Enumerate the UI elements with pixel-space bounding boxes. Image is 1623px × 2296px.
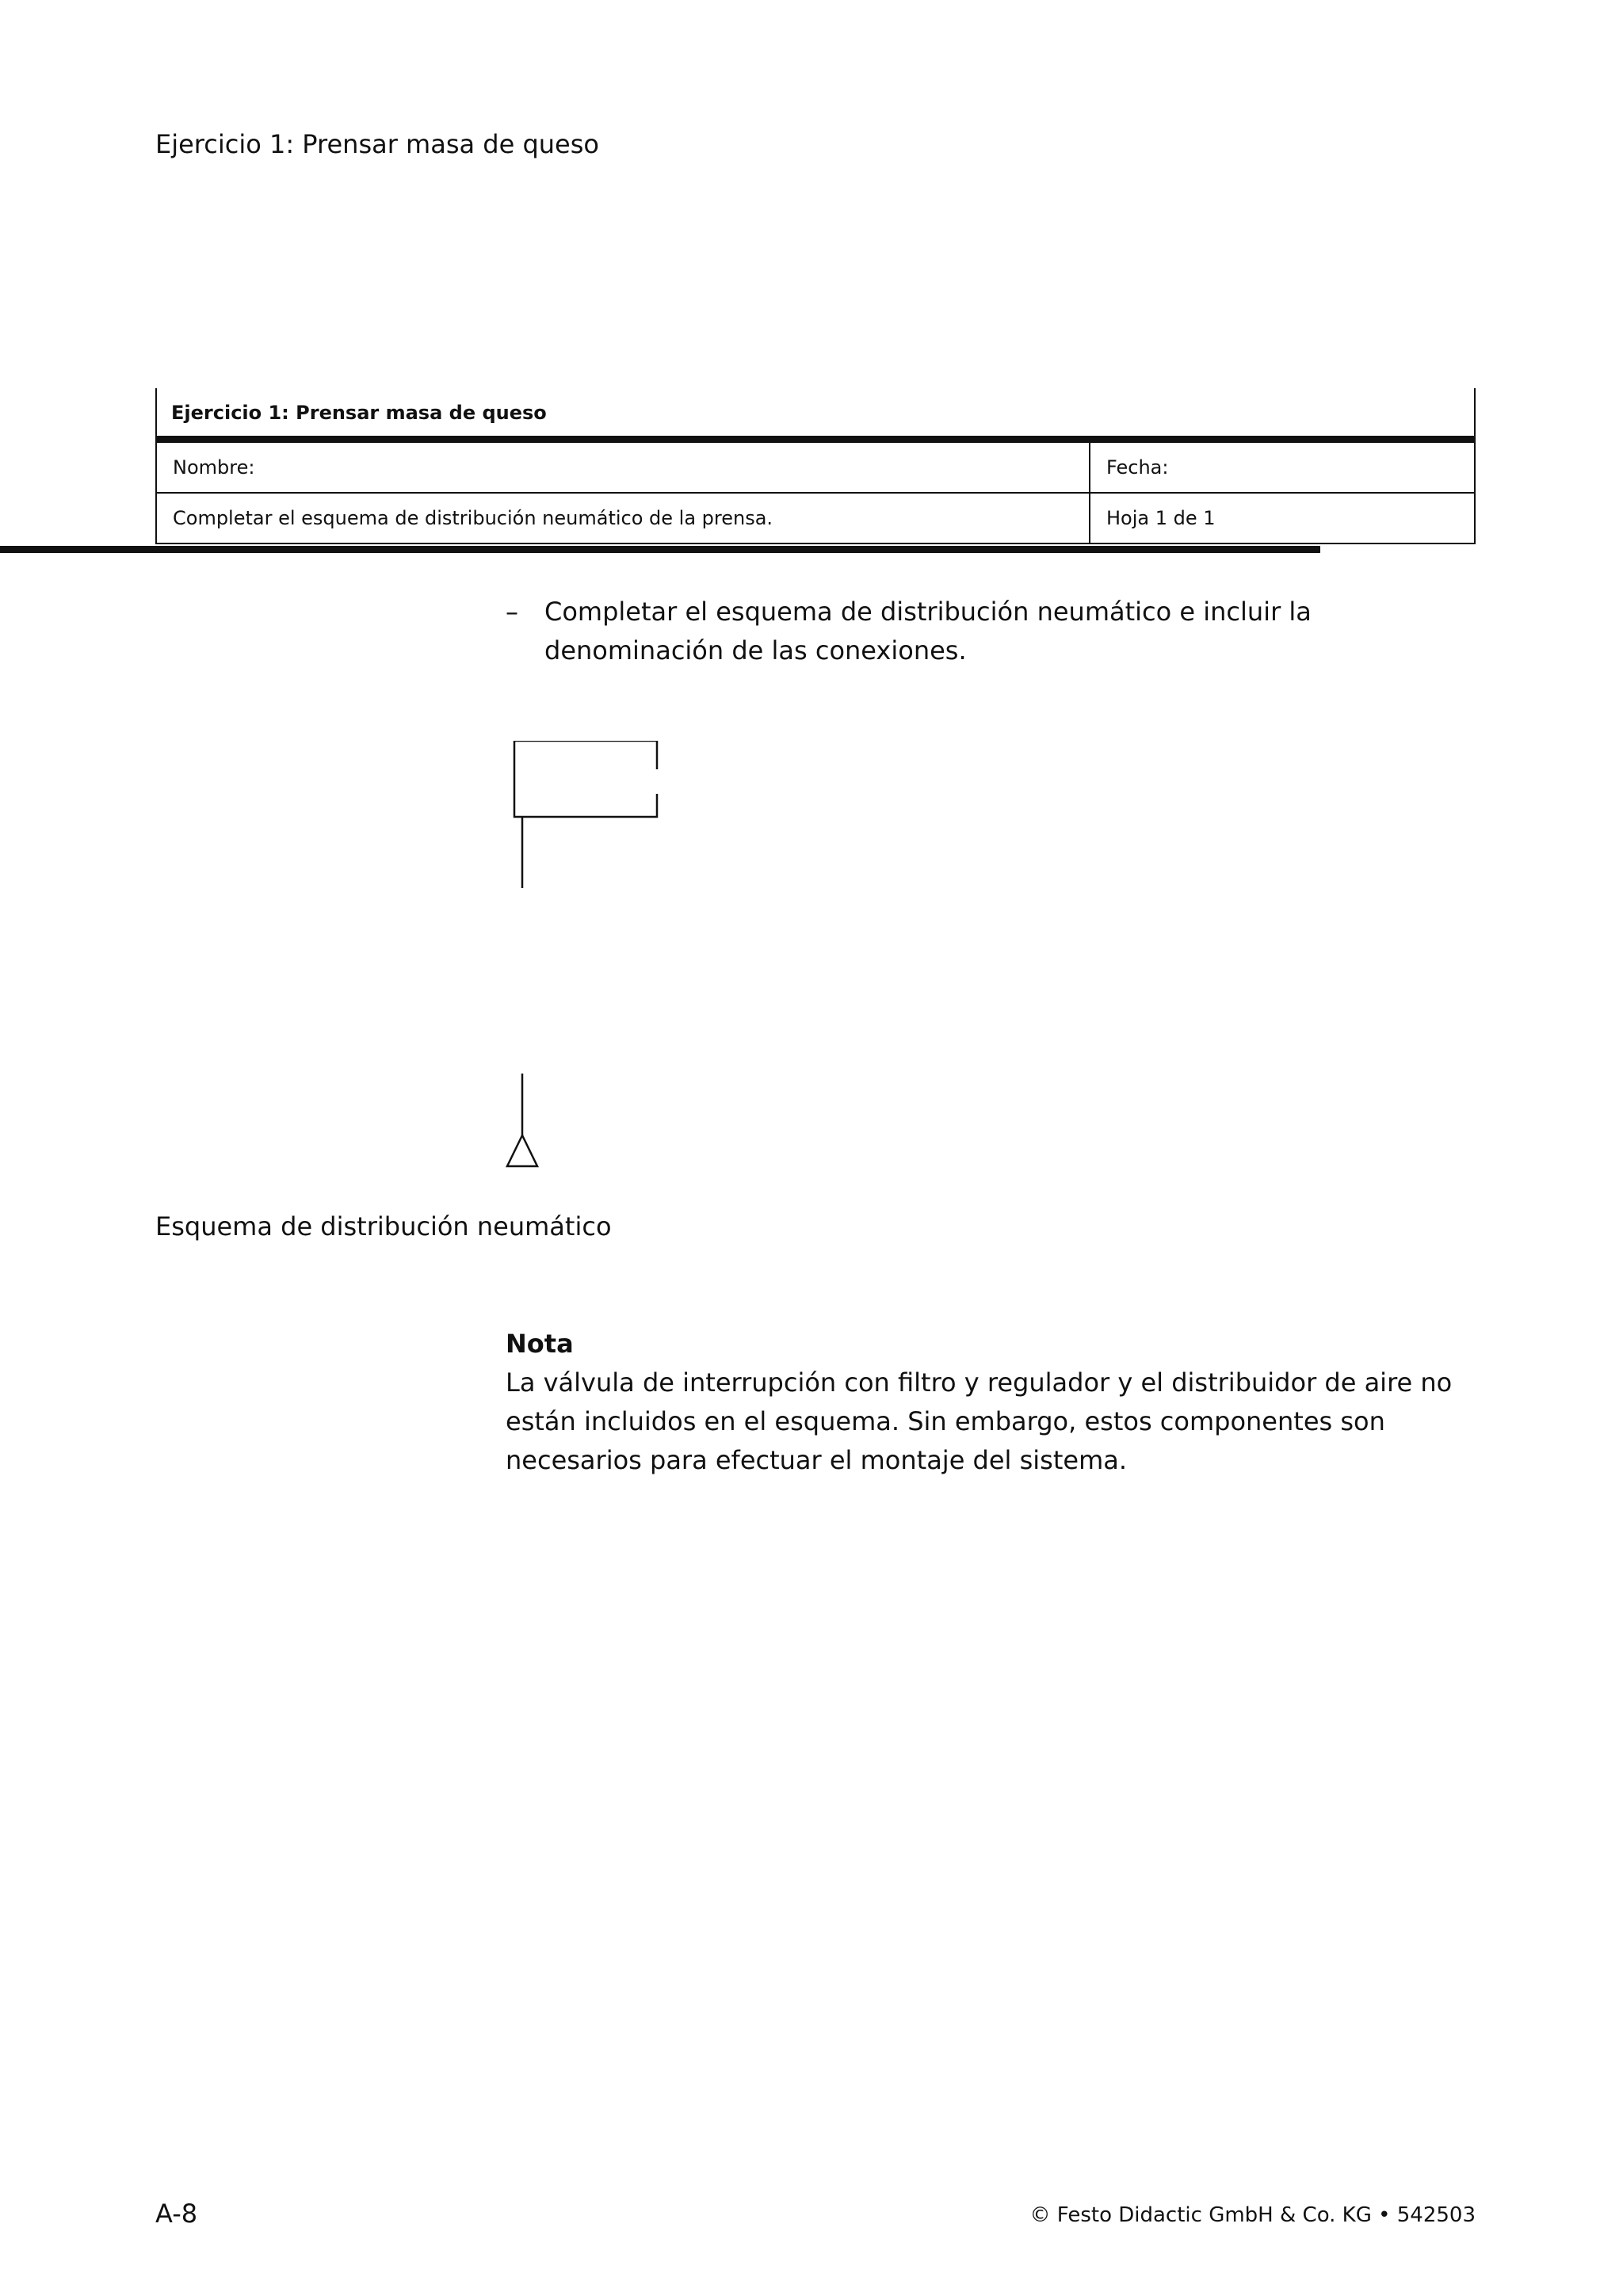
worksheet-title: Ejercicio 1: Prensar masa de queso — [171, 402, 547, 424]
worksheet-row-name — [156, 443, 1475, 493]
worksheet-left-border — [155, 388, 157, 439]
copyright-notice: © Festo Didactic GmbH & Co. KG • 542503 — [1029, 2203, 1476, 2227]
instruction-text: Completar el esquema de distribución neumático e incluir la denominación de las conexiones. — [544, 597, 1312, 666]
pneumatic-schematic — [499, 741, 674, 1169]
page-number: A-8 — [155, 2199, 198, 2229]
page-header-title: Ejercicio 1: Prensar masa de queso — [155, 129, 599, 159]
sheet-number: Hoja 1 de 1 — [1090, 493, 1475, 543]
pressure-source-icon — [507, 1135, 537, 1166]
worksheet-grid — [155, 443, 1476, 544]
task-description: Completar el esquema de distribución neumático de la prensa. — [156, 493, 1090, 543]
date-field: Fecha: — [1090, 443, 1475, 493]
name-field: Nombre: — [156, 443, 1090, 493]
worksheet-row-task — [156, 493, 1475, 543]
worksheet-divider-top — [155, 436, 1476, 443]
note-title: Nota — [506, 1329, 574, 1359]
worksheet-header-table — [155, 388, 1476, 553]
worksheet-divider-bottom — [0, 546, 1320, 553]
list-dash: – — [506, 597, 518, 627]
note-body: La válvula de interrupción con filtro y regulador y el distribuidor de aire no están incluidos en el esquema. Sin embargo, estos componentes son necesarios para efectuar el montaje del sistema. — [506, 1367, 1453, 1475]
schematic-caption: Esquema de distribución neumático — [155, 1211, 612, 1241]
cylinder-symbol — [514, 741, 657, 817]
worksheet-right-border — [1474, 388, 1476, 439]
note-block — [506, 1325, 1480, 1480]
